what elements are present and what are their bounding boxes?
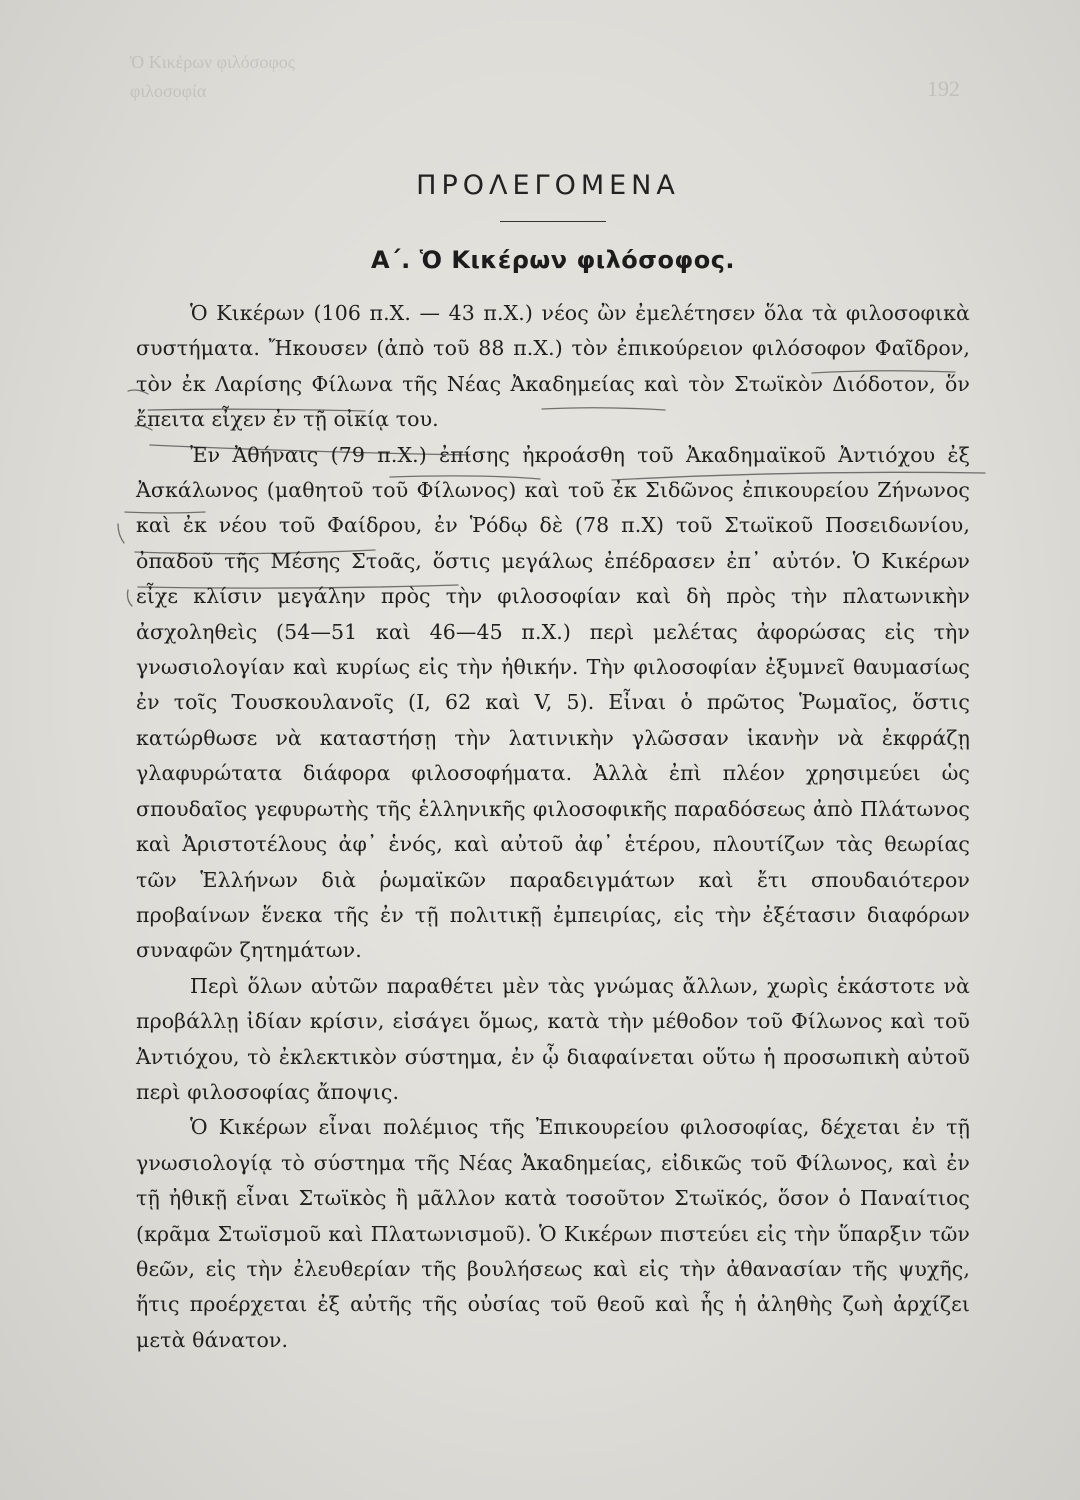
bleed-through-text — [130, 52, 960, 102]
paragraph-3: Περὶ ὅλων αὐτῶν παραθέτει μὲν τὰς γνώμας ἄλλων, χωρὶς ἑκάστοτε νὰ προβάλλῃ ἰδίαν κρίσιν, εἰσάγει ὅμως, κατὰ τὴν μέθοδον τοῦ Φίλωνος καὶ τοῦ Ἀντιόχου, τὸ ἐκλεκτικὸν σύστημα, ἐν ᾧ διαφαίνεται οὕτω ἡ προσωπικὴ αὐτοῦ περὶ φιλοσοφίας ἄποψις. — [136, 973, 970, 1104]
section-title: Α΄. Ὁ Κικέρων φιλόσοφος. — [370, 246, 736, 274]
bleed-through-line-2: φιλοσοφία — [130, 81, 207, 101]
paragraph-2: Ἐν Ἀθήναις (79 π.Χ.) ἐπίσης ἠκροάσθη τοῦ Ἀκαδημαϊκοῦ Ἀντιόχου ἐξ Ἀσκάλωνος (μαθητοῦ τοῦ Φίλωνος) καὶ τοῦ ἐκ Σιδῶνος ἐπικουρείου Ζήνωνος καὶ ἐκ νέου τοῦ Φαίδρου, ἐν Ῥόδῳ δὲ (78 π.Χ) τοῦ Στωϊκοῦ Ποσειδωνίου, ὀπαδοῦ τῆς Μέσης Στοᾶς, ὅστις μεγάλως ἐπέδρασεν ἐπ᾽ αὐτόν. Ὁ Κικέρων εἶχε κλίσιν μεγάλην πρὸς τὴν φιλοσοφίαν καὶ δὴ πρὸς τὴν πλατωνικὴν ἀσχοληθεὶς (54—51 καὶ 46—45 π.Χ.) περὶ μελέτας ἀφορώσας εἰς τὴν γνωσιολογίαν καὶ κυρίως εἰς τὴν ἠθικήν. Τὴν φιλοσοφίαν ἐξυμνεῖ θαυμασίως ἐν τοῖς Τουσκουλανοῖς (Ι, 62 καὶ V, 5). Εἶναι ὁ πρῶτος Ῥωμαῖος, ὅστις κατώρθωσε νὰ καταστήσῃ τὴν λατινικὴν γλῶσσαν ἱκανὴν νὰ ἐκφράζῃ γλαφυρώτατα διάφορα φιλοσοφήματα. Ἀλλὰ ἐπὶ πλέον χρησιμεύει ὡς σπουδαῖος γεφυρωτὴς τῆς ἑλληνικῆς φιλοσοφικῆς παραδόσεως ἀπὸ Πλάτωνος καὶ Ἀριστοτέλους ἀφ᾽ ἑνός, καὶ αὐτοῦ ἀφ᾽ ἑτέρου, πλουτίζων τὰς θεωρίας τῶν Ἑλλήνων διὰ ῥωμαϊκῶν παραδειγμάτων καὶ ἔτι σπουδαιότερον προβαίνων ἕνεκα τῆς ἐν τῇ πολιτικῇ ἐμπειρίας, εἰς τὴν ἐξέτασιν διαφόρων συναφῶν ζητημάτων. — [136, 442, 970, 963]
bleed-through-line-1: Ὁ Κικέρων φιλόσοφος — [130, 52, 295, 72]
bleed-through-page-number: 192 — [927, 76, 960, 101]
paragraph-4: Ὁ Κικέρων εἶναι πολέμιος τῆς Ἐπικουρείου φιλοσοφίας, δέχεται ἐν τῇ γνωσιολογίᾳ τὸ σύστημα τῆς Νέας Ἀκαδημείας, εἰδικῶς τοῦ Φίλωνος, καὶ ἐν τῇ ἠθικῇ εἶναι Στωϊκὸς ἢ μᾶλλον κατὰ τοσοῦτον Στωϊκός, ὅσον ὁ Παναίτιος (κρᾶμα Στωϊσμοῦ καὶ Πλατωνισμοῦ). Ὁ Κικέρων πιστεύει εἰς τὴν ὕπαρξιν τῶν θεῶν, εἰς τὴν ἐλευθερίαν τῆς βουλήσεως καὶ εἰς τὴν ἀθανασίαν τῆς ψυχῆς, ἥτις προέρχεται ἐξ αὐτῆς τῆς οὐσίας τοῦ θεοῦ καὶ ἧς ἡ ἀληθὴς ζωὴ ἀρχίζει μετὰ θάνατον. — [136, 1115, 970, 1352]
underline-mark — [128, 590, 133, 606]
title-divider — [500, 221, 606, 222]
underline-mark — [118, 524, 124, 543]
paragraph-1: Ὁ Κικέρων (106 π.Χ. — 43 π.Χ.) νέος ὢν ἐμελέτησεν ὅλα τὰ φιλοσοφικὰ συστήματα. Ἤκουσεν (ἀπὸ τοῦ 88 π.Χ.) τὸν ἐπικούρειον φιλόσοφον Φαῖδρον, τὸν ἐκ Λαρίσης Φίλωνα τῆς Νέας Ἀκαδημείας καὶ τὸν Στωϊκὸν Διόδοτον, ὅν ἔπειτα εἶχεν ἐν τῇ οἰκίᾳ του. — [136, 301, 970, 432]
page-title: ΠΡΟΛΕΓΟΜΕΝΑ — [416, 170, 680, 201]
page-content — [136, 170, 970, 1358]
